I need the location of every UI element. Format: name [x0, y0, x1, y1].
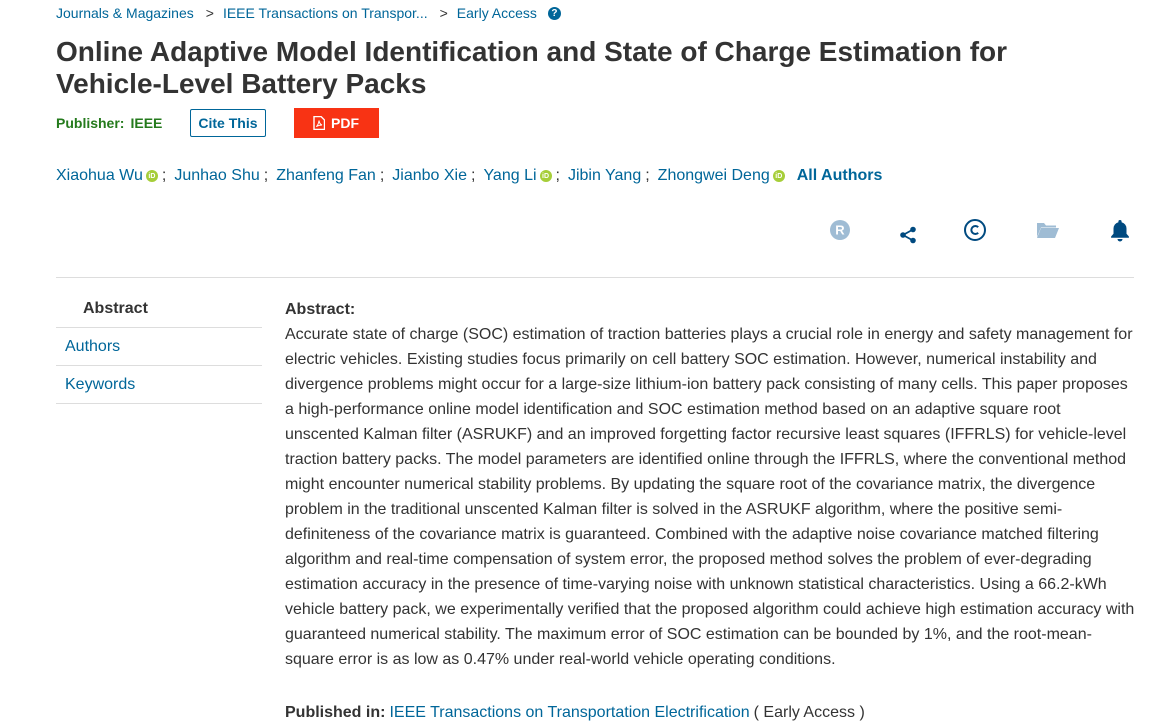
breadcrumb-journal[interactable]: IEEE Transactions on Transpor... [222, 5, 428, 21]
breadcrumb-early-access[interactable]: Early Access [456, 5, 537, 21]
publisher-name: IEEE [130, 115, 163, 131]
article-title: Online Adaptive Model Identification and State of Charge Estimation for Vehicle-Level Battery Packs [56, 36, 1008, 99]
author-list [56, 167, 882, 185]
cite-this-button[interactable]: Cite This [190, 109, 265, 137]
orcid-icon[interactable]: iD [146, 170, 158, 182]
author-separator: ; [470, 167, 476, 184]
author-item [392, 167, 467, 185]
rights-icon[interactable] [828, 218, 852, 242]
orcid-icon[interactable]: iD [540, 170, 552, 182]
author-item [56, 167, 158, 185]
pdf-button[interactable] [294, 108, 379, 138]
help-icon[interactable]: ? [548, 7, 561, 20]
published-in-label: Published in: [285, 704, 386, 721]
alert-bell-icon[interactable] [1108, 218, 1132, 242]
published-in-journal-link[interactable]: IEEE Transactions on Transportation Electrification [389, 704, 750, 721]
published-in [285, 704, 865, 722]
abstract-text: Accurate state of charge (SOC) estimation of traction batteries plays a crucial role in energy and safety management for electric vehicles. Existing studies focus primarily on cell battery SOC estimation. However, numerical instability and divergence problems might occur for a large-size lithium-ion battery pack consisting of many cells. This paper proposes a high-performance online model identification and SOC estimation method based on an adaptive square root unscented Kalman filter (ASRUKF) and an improved forgetting factor recursive least squares (IFFRLS) for vehicle-level traction battery packs. The model parameters are identified online through the IFFRLS, where the conventional method might encounter numerical stability problems. By updating the square root of the covariance matrix, the divergence problem in the traditional unscented Kalman filter is solved in the ASRUKF algorithm, where the positive semi-definiteness of the covariance matrix is guaranteed. Combined with the adaptive noise covariance matched filtering algorithm and real-time compensation of system error, the proposed method solves the problem of ever-degrading estimation accuracy in the presence of time-varying noise with unknown statistical characteristics. Using a 66.2-kWh vehicle battery pack, we experimentally verified that the proposed algorithm could achieve high estimation accuracy with guaranteed numerical stability. The maximum error of SOC estimation can be bounded by 1%, and the root-mean-square error is as low as 0.47% under real-world vehicle operating conditions. [285, 326, 1135, 668]
author-name-link[interactable]: Jianbo Xie [392, 167, 467, 184]
author-name-link[interactable]: Yang Li [483, 167, 537, 184]
breadcrumb-separator: > [439, 5, 448, 21]
pdf-file-icon [313, 116, 325, 130]
author-item [483, 167, 551, 185]
nav-item-abstract[interactable]: Abstract [56, 290, 262, 328]
pdf-label: PDF [331, 115, 359, 131]
svg-text:R: R [835, 222, 845, 238]
orcid-icon[interactable]: iD [773, 170, 785, 182]
author-separator: ; [263, 167, 269, 184]
article-actions [0, 218, 1154, 244]
abstract-section [285, 300, 1135, 672]
author-name-link[interactable]: Zhongwei Deng [657, 167, 770, 184]
author-item [658, 167, 785, 185]
nav-item-keywords[interactable]: Keywords [56, 366, 262, 404]
nav-item-authors[interactable]: Authors [56, 328, 262, 366]
abstract-heading: Abstract: [285, 301, 356, 318]
author-item [276, 167, 376, 185]
author-item [568, 167, 641, 185]
section-divider [56, 277, 1134, 278]
author-separator: ; [555, 167, 560, 184]
author-separator: ; [379, 167, 385, 184]
share-icon[interactable] [896, 223, 920, 247]
breadcrumb [56, 4, 561, 22]
author-separator: ; [161, 167, 167, 184]
publisher-row [56, 108, 379, 138]
author-separator: ; [645, 167, 650, 184]
author-item [174, 167, 259, 185]
published-in-status: ( Early Access ) [753, 704, 865, 721]
author-name-link[interactable]: Xiaohua Wu [56, 167, 143, 184]
copyright-icon[interactable] [963, 218, 987, 242]
folder-icon[interactable] [1036, 218, 1060, 242]
publisher [56, 115, 162, 131]
breadcrumb-journals-magazines[interactable]: Journals & Magazines [56, 5, 194, 21]
author-name-link[interactable]: Jibin Yang [567, 167, 642, 184]
publisher-label: Publisher: [56, 115, 125, 131]
author-name-link[interactable]: Junhao Shu [174, 167, 260, 184]
author-name-link[interactable]: Zhanfeng Fan [276, 167, 376, 184]
all-authors-link[interactable]: All Authors [796, 167, 883, 184]
document-sections-nav [56, 290, 262, 404]
breadcrumb-separator: > [205, 5, 214, 21]
